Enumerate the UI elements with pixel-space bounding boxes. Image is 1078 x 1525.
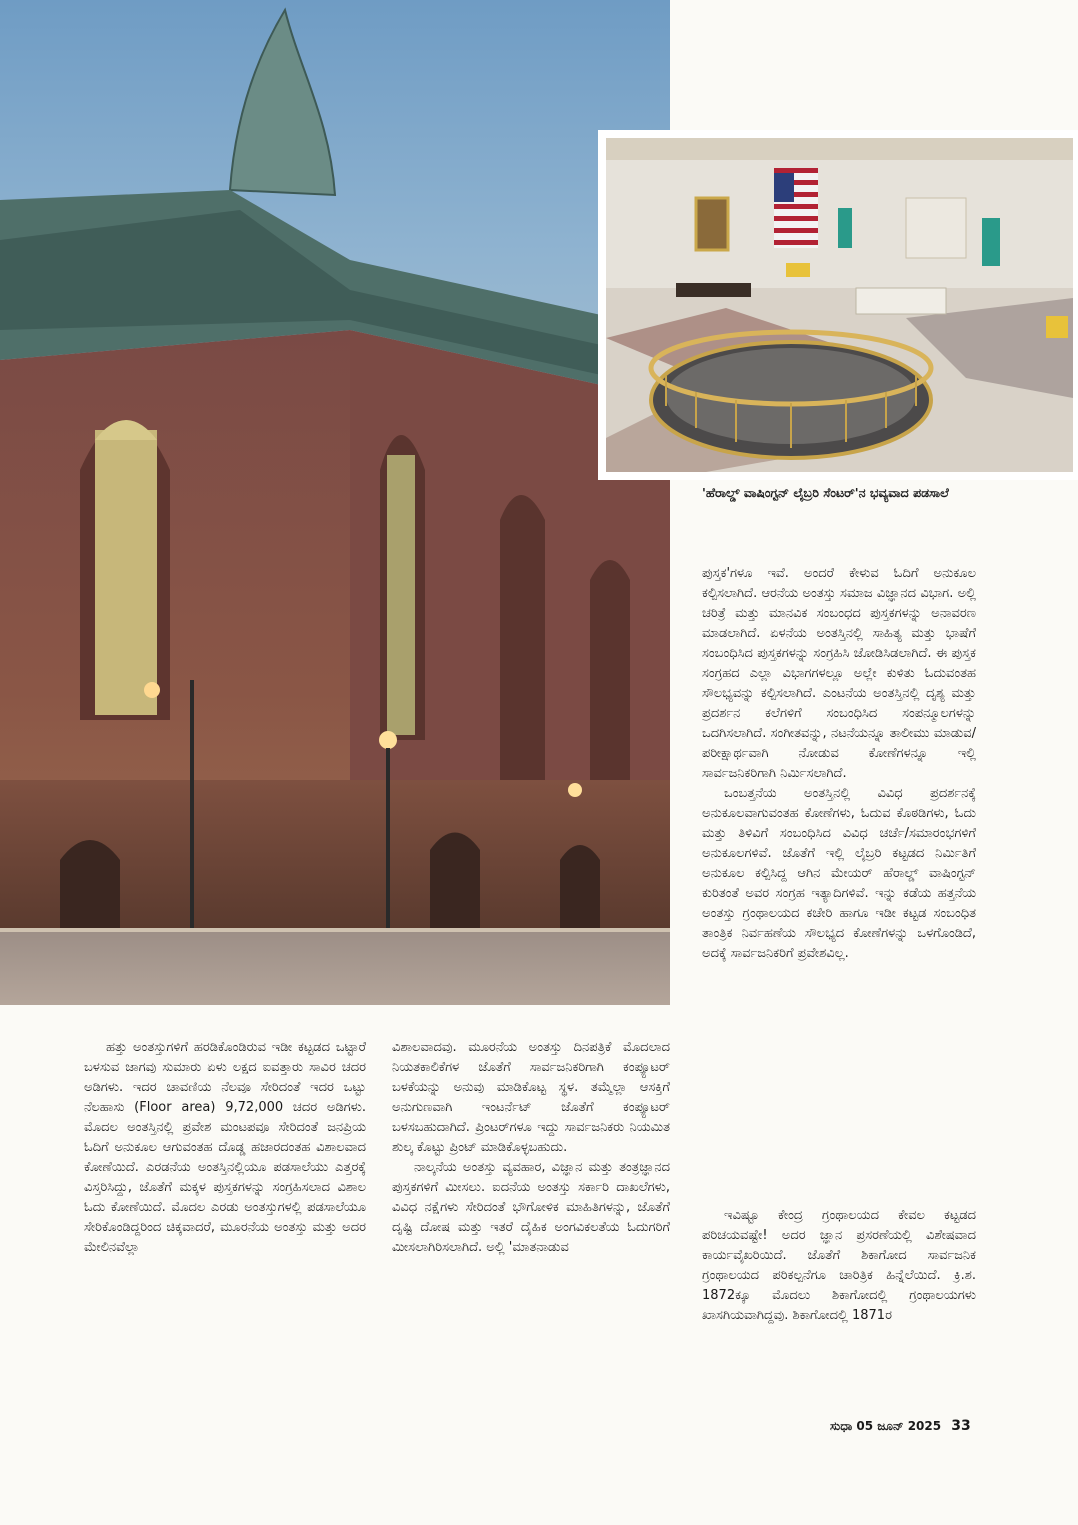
article-column-3-bottom bbox=[702, 1206, 976, 1326]
page-number: 33 bbox=[951, 1418, 971, 1434]
paragraph: ನಾಲ್ಕನೆಯ ಅಂತಸ್ತು ವ್ಯವಹಾರ, ವಿಜ್ಞಾನ ಮತ್ತು ತಂತ್ರಜ್ಞಾನದ ಪುಸ್ತಕಗಳಿಗೆ ಮೀಸಲು. ಐದನೆಯ ಅಂತಸ್ತು ಸರ್ಕಾರಿ ದಾಖಲೆಗಳು, ವಿವಿಧ ನಕ್ಷೆಗಳು ಸೇರಿದಂತೆ ಭೌಗೋಳಿಕ ಮಾಹಿತಿಗಳನ್ನು, ಜೊತೆಗೆ ದೃಷ್ಟಿ ದೋಷ ಮತ್ತು ಇತರೆ ದೈಹಿಕ ಅಂಗವಿಕಲತೆಯ ಓದುಗರಿಗೆ ಮೀಸಲಾಗಿರಿಸಲಾಗಿದೆ. ಅಲ್ಲಿ 'ಮಾತನಾಡುವ bbox=[392, 1160, 670, 1255]
library-building-illustration bbox=[0, 0, 670, 1005]
lobby-photo bbox=[606, 138, 1073, 472]
lobby-photo-frame bbox=[598, 130, 1078, 480]
article-column-1 bbox=[84, 1038, 366, 1258]
paragraph: ವಿಶಾಲವಾದವು. ಮೂರನೆಯ ಅಂತಸ್ತು ದಿನಪತ್ರಿಕೆ ಮೊದಲಾದ ನಿಯತಕಾಲಿಕೆಗಳ ಜೊತೆಗೆ ಸಾರ್ವಜನಿಕರಿಗಾಗಿ ಕಂಪ್ಯೂಟರ್ ಬಳಕೆಯನ್ನು ಅನುವು ಮಾಡಿಕೊಟ್ಟ ಸ್ಥಳ. ತಮ್ಮೆಲ್ಲಾ ಆಸಕ್ತಿಗೆ ಅನುಗುಣವಾಗಿ ಇಂಟರ್ನೆಟ್ ಜೊತೆಗೆ ಕಂಪ್ಯೂಟರ್ ಬಳಸಬಹುದಾಗಿದೆ. ಪ್ರಿಂಟರ್‌ಗಳೂ ಇದ್ದು ಸಾರ್ವಜನಿಕರು ನಿಯಮಿತ ಶುಲ್ಕ ಕೊಟ್ಟು ಪ್ರಿಂಟ್ ಮಾಡಿಕೊಳ್ಳಬಹುದು. bbox=[392, 1040, 670, 1155]
lobby-illustration bbox=[606, 138, 1073, 472]
main-building-photo bbox=[0, 0, 670, 1005]
photo-caption: 'ಹೆರಾಲ್ಡ್ ವಾಷಿಂಗ್ಟನ್ ಲೈಬ್ರರಿ ಸೆಂಟರ್'ನ ಭವ್ಯವಾದ ಪಡಸಾಲೆ bbox=[702, 485, 949, 500]
paragraph: ಇವಿಷ್ಟೂ ಕೇಂದ್ರ ಗ್ರಂಥಾಲಯದ ಕೇವಲ ಕಟ್ಟಡದ ಪರಿಚಯವಷ್ಟೇ! ಅದರ ಜ್ಞಾನ ಪ್ರಸರಣೆಯಲ್ಲಿ ವಿಶೇಷವಾದ ಕಾರ್ಯವೈಖರಿಯಿದೆ. ಜೊತೆಗೆ ಶಿಕಾಗೋದ ಸಾರ್ವಜನಿಕ ಗ್ರಂಥಾಲಯದ ಪರಿಕಲ್ಪನೆಗೂ ಚಾರಿತ್ರಿಕ ಹಿನ್ನೆಲೆಯಿದೆ. ಕ್ರಿ.ಶ. 1872ಕ್ಕೂ ಮೊದಲು ಶಿಕಾಗೋದಲ್ಲಿ ಗ್ರಂಥಾಲಯಗಳು ಖಾಸಗಿಯವಾಗಿದ್ದವು. ಶಿಕಾಗೋದಲ್ಲಿ 1871ರ bbox=[702, 1208, 976, 1323]
paragraph: ಪುಸ್ತಕ'ಗಳೂ ಇವೆ. ಅಂದರೆ ಕೇಳುವ ಓದಿಗೆ ಅನುಕೂಲ ಕಲ್ಪಿಸಲಾಗಿದೆ. ಆರನೆಯ ಅಂತಸ್ತು ಸಮಾಜ ವಿಜ್ಞಾನದ ವಿಭಾಗ. ಅಲ್ಲಿ ಚರಿತ್ರೆ ಮತ್ತು ಮಾನವಿಕ ಸಂಬಂಧದ ಪುಸ್ತಕಗಳನ್ನು ಅನಾವರಣ ಮಾಡಲಾಗಿದೆ. ಏಳನೆಯ ಅಂತಸ್ತಿನಲ್ಲಿ ಸಾಹಿತ್ಯ ಮತ್ತು ಭಾಷೆಗೆ ಸಂಬಂಧಿಸಿದ ಪುಸ್ತಕಗಳನ್ನು ಸಂಗ್ರಹಿಸಿ ಜೋಡಿಸಿಡಲಾಗಿದೆ. ಈ ಪುಸ್ತಕ ಸಂಗ್ರಹದ ಎಲ್ಲಾ ವಿಭಾಗಗಳಲ್ಲೂ ಅಲ್ಲೇ ಕುಳಿತು ಓದುವಂತಹ ಸೌಲಭ್ಯವನ್ನು ಕಲ್ಪಿಸಲಾಗಿದೆ. ಎಂಟನೆಯ ಅಂತಸ್ತಿನಲ್ಲಿ ದೃಶ್ಯ ಮತ್ತು ಪ್ರದರ್ಶನ ಕಲೆಗಳಿಗೆ ಸಂಬಂಧಿಸಿದ ಸಂಪನ್ಮೂಲಗಳನ್ನು ಒದಗಿಸಲಾಗಿದೆ. ಸಂಗೀತವನ್ನು, ನಟನೆಯನ್ನೂ ತಾಲೀಮು ಮಾಡುವ/ಪರೀಕ್ಷಾರ್ಥವಾಗಿ ನೋಡುವ ಕೋಣೆಗಳನ್ನೂ ಇಲ್ಲಿ ಸಾರ್ವಜನಿಕರಿಗಾಗಿ ನಿರ್ಮಿಸಲಾಗಿದೆ. bbox=[702, 566, 976, 781]
publication-date: ಸುಧಾ 05 ಜೂನ್ 2025 bbox=[830, 1419, 942, 1433]
article-column-2 bbox=[392, 1038, 670, 1258]
article-column-3-top bbox=[702, 564, 976, 964]
page-footer bbox=[830, 1418, 971, 1434]
paragraph: ಹತ್ತು ಅಂತಸ್ತುಗಳಿಗೆ ಹರಡಿಕೊಂಡಿರುವ ಇಡೀ ಕಟ್ಟಡದ ಒಟ್ಟಾರೆ ಬಳಸುವ ಜಾಗವು ಸುಮಾರು ಏಳು ಲಕ್ಷದ ಐವತ್ತಾರು ಸಾವಿರ ಚದರ ಅಡಿಗಳು. ಇದರ ಚಾವಣಿಯ ನೆಲವೂ ಸೇರಿದಂತೆ ಇದರ ಒಟ್ಟು ನೆಲಹಾಸು (Floor area) 9,72,000 ಚದರ ಅಡಿಗಳು. ಮೊದಲ ಅಂತಸ್ತಿನಲ್ಲಿ ಪ್ರವೇಶ ಮಂಟಪವೂ ಸೇರಿದಂತೆ ಜನಪ್ರಿಯ ಓದಿಗೆ ಅನುಕೂಲ ಆಗುವಂತಹ ದೊಡ್ಡ ಹಜಾರದಂತಹ ವಿಶಾಲವಾದ ಕೋಣೆಯಿದೆ. ಎರಡನೆಯ ಅಂತಸ್ತಿನಲ್ಲಿಯೂ ಪಡಸಾಲೆಯು ಎತ್ತರಕ್ಕೆ ವಿಸ್ತರಿಸಿದ್ದು, ಜೊತೆಗೆ ಮಕ್ಕಳ ಪುಸ್ತಕಗಳನ್ನು ಸಂಗ್ರಹಿಸಲಾದ ವಿಶಾಲ ಓದು ಕೋಣೆಯಿದೆ. ಮೊದಲ ಎರಡು ಅಂತಸ್ತುಗಳಲ್ಲಿ ಪಡಸಾಲೆಯೂ ಸೇರಿಕೊಂಡಿದ್ದರಿಂದ ಚಿಕ್ಕವಾದರೆ, ಮೂರನೆಯ ಅಂತಸ್ತು ಮತ್ತು ಅದರ ಮೇಲಿನವೆಲ್ಲಾ bbox=[84, 1040, 366, 1255]
paragraph: ಒಂಬತ್ತನೆಯ ಅಂತಸ್ತಿನಲ್ಲಿ ವಿವಿಧ ಪ್ರದರ್ಶನಕ್ಕೆ ಅನುಕೂಲವಾಗುವಂತಹ ಕೋಣೆಗಳು, ಓದುವ ಕೊಠಡಿಗಳು, ಓದು ಮತ್ತು ತಿಳಿವಿಗೆ ಸಂಬಂಧಿಸಿದ ವಿವಿಧ ಚರ್ಚೆ/ಸಮಾರಂಭಗಳಿಗೆ ಅನುಕೂಲಗಳಿವೆ. ಜೊತೆಗೆ ಇಲ್ಲಿ ಲೈಬ್ರರಿ ಕಟ್ಟಡದ ನಿರ್ಮಿತಿಗೆ ಅನುಕೂಲ ಕಲ್ಪಿಸಿದ್ದ ಆಗಿನ ಮೇಯರ್ ಹೆರಾಲ್ಡ್ ವಾಷಿಂಗ್ಟನ್ ಕುರಿತಂತೆ ಅವರ ಸಂಗ್ರಹ ಇತ್ಯಾದಿಗಳಿವೆ. ಇನ್ನು ಕಡೆಯ ಹತ್ತನೆಯ ಅಂತಸ್ತು ಗ್ರಂಥಾಲಯದ ಕಚೇರಿ ಹಾಗೂ ಇಡೀ ಕಟ್ಟಡ ಸಂಬಂಧಿತ ತಾಂತ್ರಿಕ ನಿರ್ವಹಣೆಯ ಸೌಲಭ್ಯದ ಕೋಣೆಗಳನ್ನು ಒಳಗೊಂಡಿದೆ, ಅದಕ್ಕೆ ಸಾರ್ವಜನಿಕರಿಗೆ ಪ್ರವೇಶವಿಲ್ಲ. bbox=[702, 786, 976, 961]
